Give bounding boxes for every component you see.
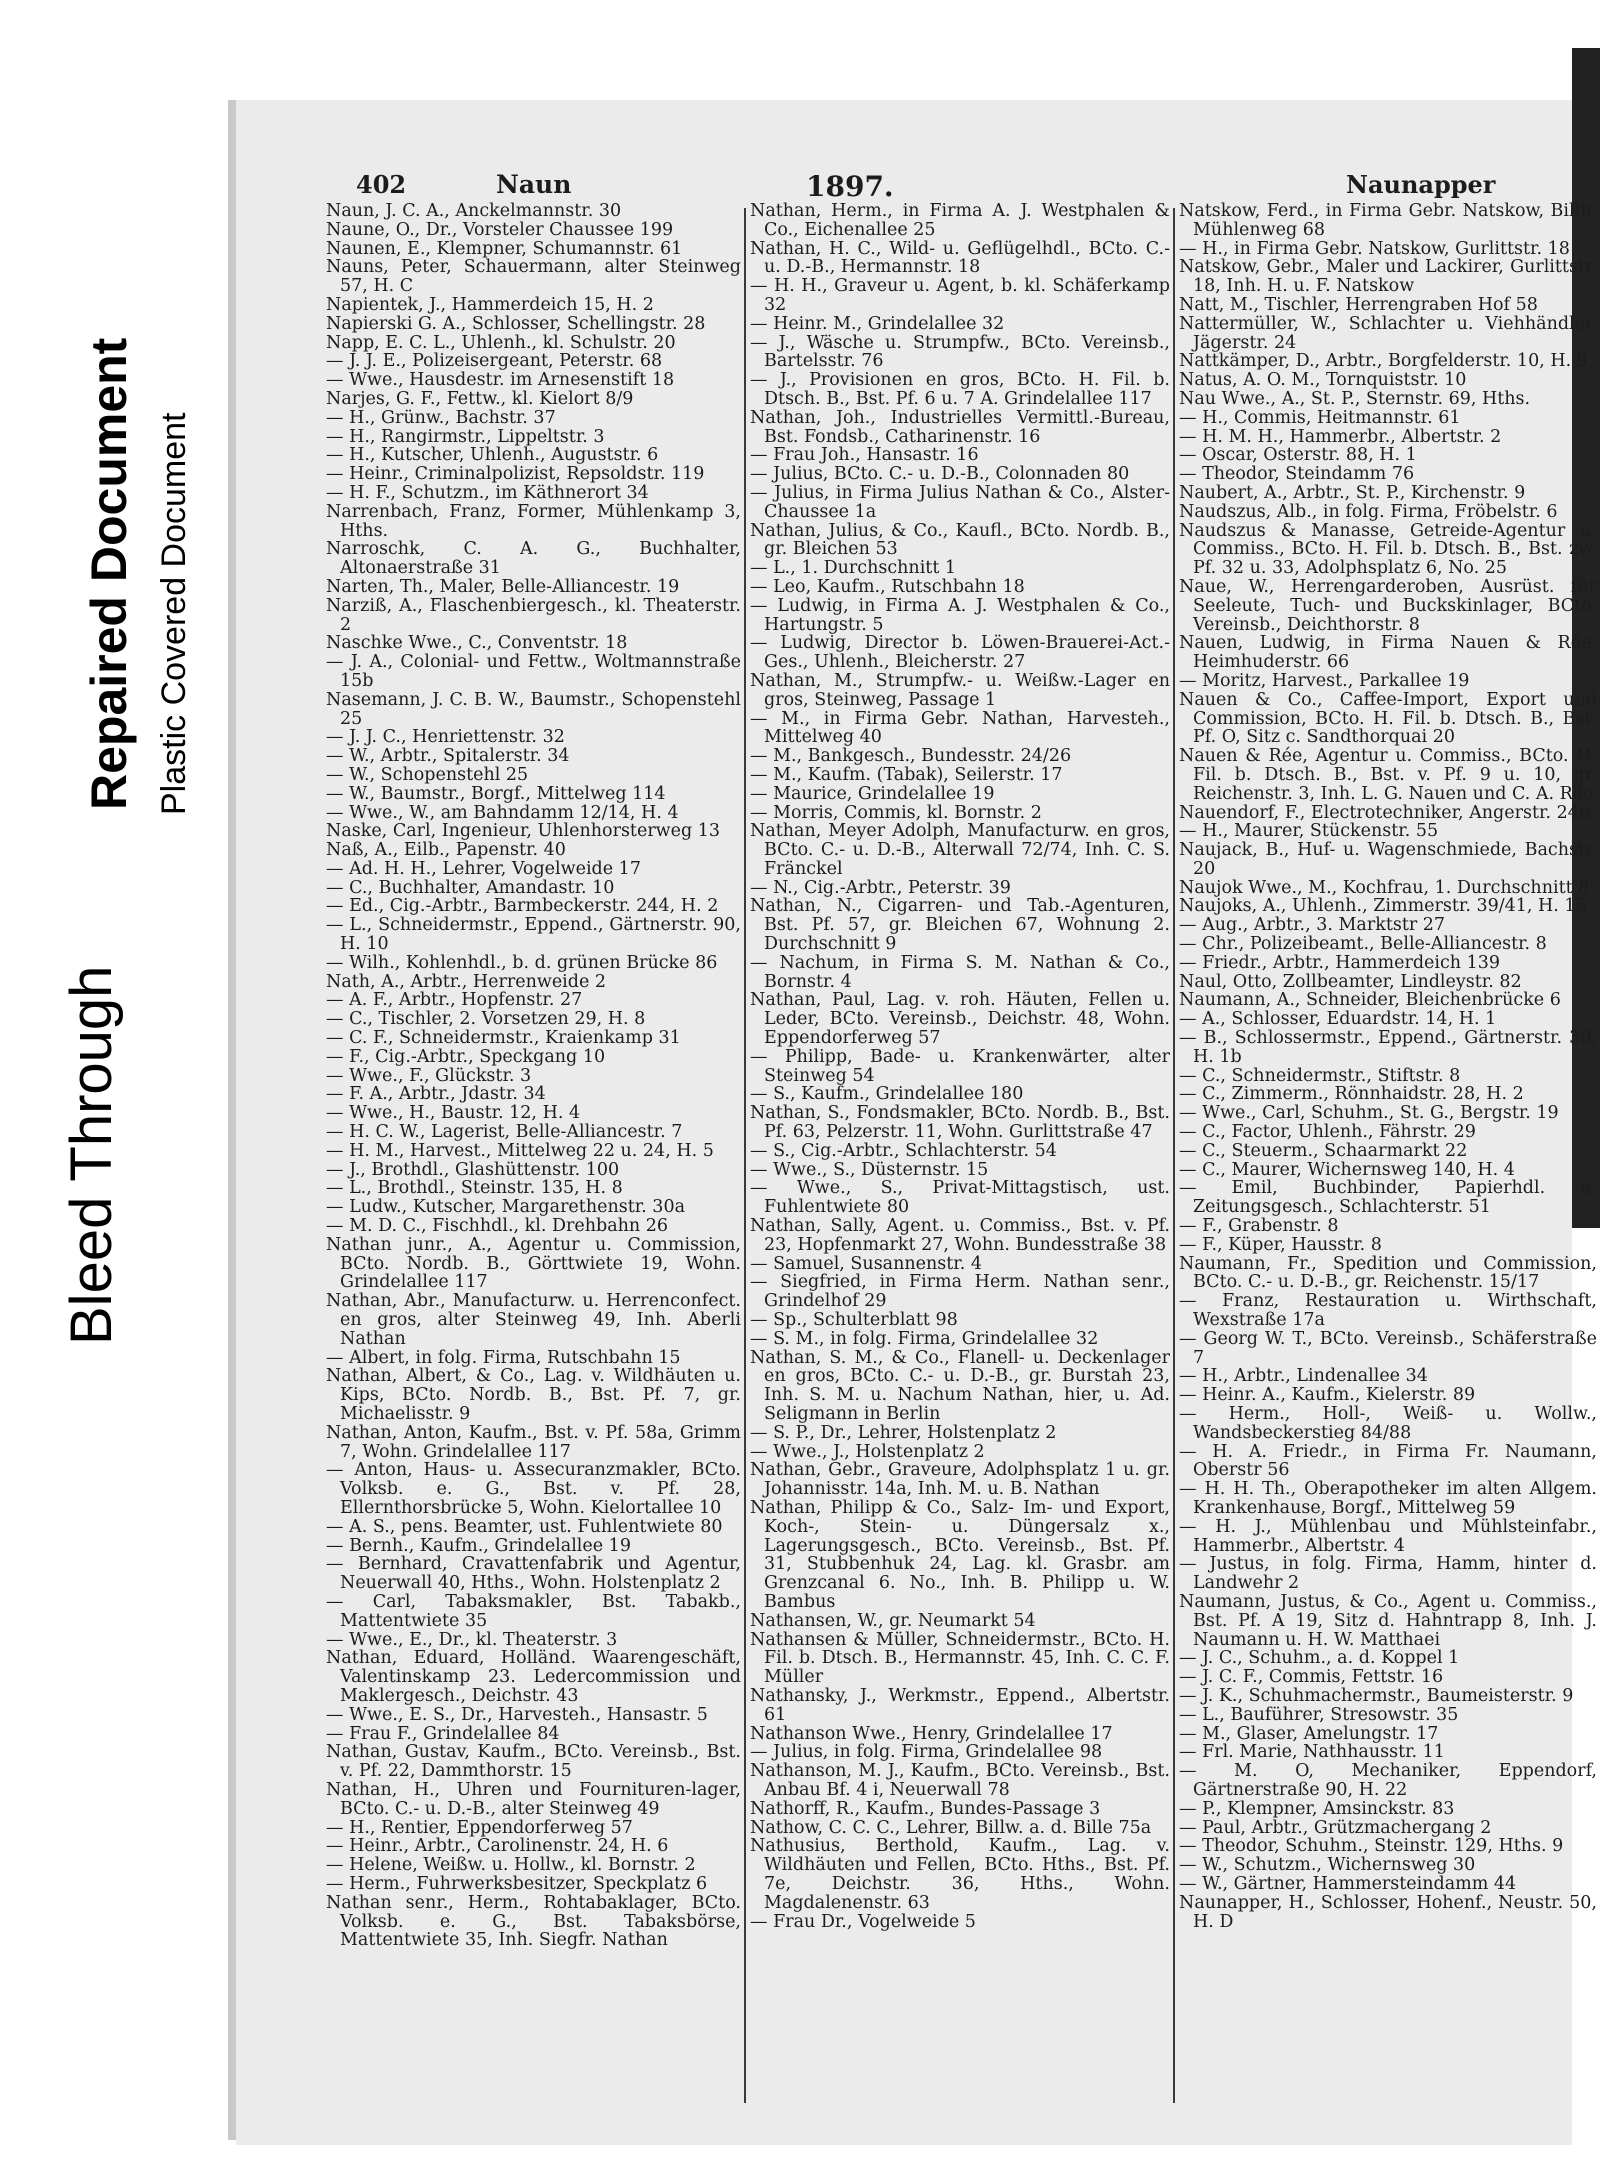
directory-entry: — Heinr., Criminalpolizist, Repsoldstr. 119 [326,464,705,485]
directory-entry: Nathan, Albert, & Co., Lag. v. Wildhäuten u. Kips, BCto. Nordb. B., Bst. Pf. 7, gr. Michaelisstr. 9 [326,1366,741,1424]
directory-entry: Nathan, Joh., Industrielles Vermittl.-Bureau, Bst. Fondsb., Catharinenstr. 16 [750,407,1170,447]
directory-entry: — J. C., Schuhm., a. d. Koppel 1 [1179,1648,1460,1669]
directory-entry: — H. F., Schutzm., im Käthnerort 34 [326,482,649,503]
directory-entry: Naumann, Justus, & Co., Agent u. Commiss., Bst. Pf. A 19, Sitz d. Hahntrapp 8, Inh. J. Naumann u. H. W. Matthaei [1179,1591,1597,1650]
directory-entry: Nathanson, M. J., Kaufm., BCto. Vereinsb., Bst. Anbau Bf. 4 i, Neuerwall 78 [750,1761,1170,1800]
directory-entry: Nathansen & Müller, Schneidermstr., BCto. H. Fil. b. Dtsch. B., Hermannstr. 45, Inh. C. C. F. Müller [750,1629,1170,1688]
directory-entry: — P., Klempner, Amsinckstr. 83 [1179,1798,1455,1819]
directory-entry: — Morris, Commis, kl. Bornstr. 2 [750,802,1042,823]
directory-entry: — S. P., Dr., Lehrer, Holstenplatz 2 [750,1422,1057,1443]
directory-entry: Nathansky, J., Werkmstr., Eppend., Albertstr. 61 [750,1685,1170,1725]
directory-entry: — Frau Dr., Vogelweide 5 [750,1911,976,1932]
directory-entry: — H. C. W., Lagerist, Belle-Alliancestr. 7 [326,1122,683,1143]
directory-entry: — Wwe., Carl, Schuhm., St. G., Bergstr. 19 [1179,1103,1559,1124]
directory-entry: — Oscar, Osterstr. 88, H. 1 [1179,445,1417,466]
directory-entry: — Emil, Buchbinder, Papierhdl. u. Zeitungsgesch., Schlachterstr. 51 [1179,1178,1597,1218]
directory-page [236,100,1597,2145]
directory-entry: Naujoks, A., Uhlenh., Zimmerstr. 39/41, H. 15 [1179,896,1587,917]
directory-entry: Natt, M., Tischler, Herrengraben Hof 58 [1179,294,1538,315]
directory-entry: — Ludw., Kutscher, Margarethenstr. 30a [326,1197,686,1218]
directory-entry: Nattkämper, D., Arbtr., Borgfelderstr. 10, H. 9 [1179,351,1588,372]
directory-entry: Nathan, M., Strumpfw.- u. Weißw.-Lager en gros, Steinweg, Passage 1 [750,670,1170,710]
directory-entry: — Frau F., Grindelallee 84 [326,1723,560,1744]
directory-entry: Nauen & Rée, Agentur u. Commiss., BCto. H. Fil. b. Dtsch. B., Bst. v. Pf. 9 u. 10, gr. Reichenstr. 3, Inh. L. G. Nauen und C. A. Rée [1179,746,1597,804]
side-labels [0,0,230,2177]
directory-entry: — Julius, in folg. Firma, Grindelallee 98 [750,1742,1103,1763]
directory-entry: — W., Baumstr., Borgf., Mittelweg 114 [326,783,666,804]
page-shadow [228,100,236,2140]
directory-entry: Nathan, Gebr., Graveure, Adolphsplatz 1 u. gr. Johannisstr. 14a, Inh. M. u. B. Nathan [750,1460,1170,1500]
directory-entry: — Wwe., Hausdestr. im Arnesenstift 18 [326,370,675,391]
directory-entry: — Herm., Fuhrwerksbesitzer, Speckplatz 6 [326,1873,708,1894]
directory-entry: — Philipp, Bade- u. Krankenwärter, alter Steinweg 54 [750,1046,1170,1086]
directory-entry: — F., Grabenstr. 8 [1179,1216,1339,1237]
directory-entry: Nathan, Julius, & Co., Kaufl., BCto. Nordb. B., gr. Bleichen 53 [750,520,1170,560]
directory-entry: — Heinr. A., Kaufm., Kielerstr. 89 [1179,1385,1476,1406]
directory-entry: — C., Maurer, Wichernsweg 140, H. 4 [1179,1159,1515,1180]
directory-entry: Naß, A., Eilb., Papenstr. 40 [326,840,566,861]
directory-entry: Nauns, Peter, Schauermann, alter Steinweg 57, H. C [326,257,741,297]
directory-entry: — Wwe., E. S., Dr., Harvesteh., Hansastr. 5 [326,1704,708,1725]
directory-entry: — H. M., Harvest., Mittelweg 22 u. 24, H. 5 [326,1140,714,1161]
directory-entry: — Julius, in Firma Julius Nathan & Co., Alster-Chaussee 1a [750,482,1170,522]
directory-entry: Natskow, Gebr., Maler und Lackirer, Gurlittstr. 18, Inh. H. u. F. Natskow [1179,257,1597,297]
directory-entry: — M., in Firma Gebr. Nathan, Harvesteh., Mittelweg 40 [750,708,1170,748]
directory-entry: Nath, A., Arbtr., Herrenweide 2 [326,971,607,992]
directory-entry: Naune, O., Dr., Vorsteler Chaussee 199 [326,219,674,240]
directory-entry: — Theodor, Steindamm 76 [1179,464,1415,485]
directory-entry: Nau Wwe., A., St. P., Sternstr. 69, Hths. [1179,388,1531,409]
directory-entry: — C., Zimmerm., Rönnhaidstr. 28, H. 2 [1179,1084,1524,1105]
directory-entry: — Georg W. T., BCto. Vereinsb., Schäferstraße 7 [1179,1328,1597,1368]
directory-entry: Nathan, N., Cigarren- und Tab.-Agenturen, Bst. Pf. 57, gr. Bleichen 67, Wohnung 2. Durchschnitt 9 [750,896,1170,955]
directory-entry: Nasemann, J. C. B. W., Baumstr., Schopenstehl 25 [326,689,741,729]
directory-entry: — Wwe., W., am Bahndamm 12/14, H. 4 [326,802,679,823]
directory-entry: Narroschk, C. A. G., Buchhalter, Altonaerstraße 31 [326,539,741,579]
directory-entry: Nathan, Meyer Adolph, Manufacturw. en gros, BCto. C.- u. D.-B., Alterwall 72/74, Inh. C. S. Fränckel [750,821,1170,879]
directory-entry: — H. H., Graveur u. Agent, b. kl. Schäferkamp 32 [750,276,1170,315]
directory-entry: Nathan, H. C., Wild- u. Geflügelhdl., BCto. C.- u. D.-B., Hermannstr. 18 [750,238,1170,278]
directory-entry: Nathow, C. C. C., Lehrer, Billw. a. d. Bille 75a [750,1817,1152,1838]
directory-entry: — Wwe., H., Baustr. 12, H. 4 [326,1103,581,1124]
column-2 [750,202,1170,2107]
directory-entry: Nathan junr., A., Agentur u. Commission, BCto. Nordb. B., Görttwiete 19, Wohn. Grindelallee 117 [326,1234,741,1293]
directory-entry: Napientek, J., Hammerdeich 15, H. 2 [326,294,654,315]
directory-entry: Narjes, G. F., Fettw., kl. Kielort 8/9 [326,388,634,409]
directory-entry: Naubert, A., Arbtr., St. P., Kirchenstr. 9 [1179,482,1526,503]
directory-entry: — F., Cig.-Arbtr., Speckgang 10 [326,1046,606,1067]
directory-entry: — H., Rangirmstr., Lippeltstr. 3 [326,426,605,447]
directory-entry: — C., Tischler, 2. Vorsetzen 29, H. 8 [326,1009,646,1030]
directory-entry: — Wwe., S., Düsternstr. 15 [750,1159,989,1180]
directory-entry: — Carl, Tabaksmakler, Bst. Tabakb., Mattentwiete 35 [326,1591,741,1631]
directory-entry: — J. A., Colonial- und Fettw., Woltmannstraße 15b [326,652,741,691]
column-rule [744,208,746,2103]
directory-entry: — A. F., Arbtr., Hopfenstr. 27 [326,990,583,1011]
directory-entry: — M., Bankgesch., Bundesstr. 24/26 [750,746,1072,767]
directory-entry: — M., Kaufm. (Tabak), Seilerstr. 17 [750,764,1063,785]
directory-entry: Nauen, Ludwig, in Firma Nauen & Rée, Heimhuderstr. 66 [1179,633,1597,673]
directory-entry: — A., Schlosser, Eduardstr. 14, H. 1 [1179,1009,1497,1030]
directory-entry: Nauen & Co., Caffee-Import, Export und Commission, BCto. H. Fil. b. Dtsch. B., Bst. Pf. O, Sitz c. Sandthorquai 20 [1179,689,1597,748]
directory-entry: — F. A., Arbtr., Jdastr. 34 [326,1084,546,1105]
directory-entry: Nathan senr., Herm., Rohtabaklager, BCto. Volksb. e. G., Bst. Tabaksbörse, Mattentwiete 35, Inh. Siegfr. Nathan [326,1892,741,1951]
directory-entry: — S. M., in folg. Firma, Grindelallee 32 [750,1328,1099,1349]
directory-entry: — C. F., Schneidermstr., Kraienkamp 31 [326,1028,681,1049]
directory-entry: Nathan, S. M., & Co., Flanell- u. Deckenlager en gros, BCto. C.- u. D.-B., gr. Burstah 23, Inh. S. M. u. Nachum Nathan, hier, u. Ad. Seligmann in Berlin [750,1347,1170,1424]
directory-entry: — J. J. C., Henriettenstr. 32 [326,727,565,748]
directory-entry: — Maurice, Grindelallee 19 [750,783,995,804]
directory-entry: Nathusius, Berthold, Kaufm., Lag. v. Wildhäuten und Fellen, BCto. Hths., Bst. Pf. 7e, Deichstr. 36, Hths., Wohn. Magdalenenstr. 63 [750,1836,1170,1913]
directory-entry: — W., Arbtr., Spitalerstr. 34 [326,746,570,767]
directory-entry: Naske, Carl, Ingenieur, Uhlenhorsterweg 13 [326,821,721,842]
directory-entry: Nathan, Abr., Manufacturw. u. Herrenconfect. en gros, alter Steinweg 49, Inh. Aberli Nathan [326,1291,741,1349]
directory-entry: — F., Küper, Hausstr. 8 [1179,1234,1382,1255]
directory-entry: Naudszus, Alb., in folg. Firma, Fröbelstr. 6 [1179,501,1558,522]
page-number: 402 [356,170,407,199]
directory-entry: — L., Brothdl., Steinstr. 135, H. 8 [326,1178,623,1199]
directory-entry: — S., Kaufm., Grindelallee 180 [750,1084,1024,1105]
page-year: 1897. [806,170,894,203]
directory-entry: Nathan, Sally, Agent. u. Commiss., Bst. v. Pf. 23, Hopfenmarkt 27, Wohn. Bundesstraße 38 [750,1216,1170,1255]
directory-entry: — W., Schutzm., Wichernsweg 30 [1179,1855,1476,1876]
directory-entry: — Helene, Weißw. u. Hollw., kl. Bornstr. 2 [326,1855,696,1876]
directory-entry: Nathan, Herm., in Firma A. J. Westphalen & Co., Eichenallee 25 [750,202,1170,240]
directory-entry: — J., Provisionen en gros, BCto. H. Fil. b. Dtsch. B., Bst. Pf. 6 u. 7 A. Grindelallee 117 [750,370,1170,409]
directory-entry: — M. O, Mechaniker, Eppendorf, Gärtnerstraße 90, H. 22 [1179,1761,1597,1800]
directory-entry: Nathanson Wwe., Henry, Grindelallee 17 [750,1723,1113,1744]
directory-entry: Nathan, H., Uhren und Fournituren-lager, BCto. C.- u. D.-B., alter Steinweg 49 [326,1779,741,1819]
directory-entry: — Julius, BCto. C.- u. D.-B., Colonnaden 80 [750,464,1130,485]
directory-entry: — J., Wäsche u. Strumpfw., BCto. Vereinsb., Bartelsstr. 76 [750,332,1170,372]
directory-entry: — Wwe., F., Glückstr. 3 [326,1065,532,1086]
directory-entry: Nathan, Paul, Lag. v. roh. Häuten, Fellen u. Leder, BCto. Vereinsb., Deichstr. 48, Wohn. Eppendorferweg 57 [750,990,1170,1049]
directory-entry: — Aug., Arbtr., 3. Marktstr 27 [1179,915,1446,936]
directory-entry: Nathan, Anton, Kaufm., Bst. v. Pf. 58a, Grimm 7, Wohn. Grindelallee 117 [326,1422,741,1462]
directory-entry: — Samuel, Susannenstr. 4 [750,1253,982,1274]
directory-entry: — Wilh., Kohlenhdl., b. d. grünen Brücke 86 [326,952,718,973]
directory-entry: — H., Grünw., Bachstr. 37 [326,407,556,428]
plastic-covered-label: Plastic Covered Document [155,412,193,815]
directory-entry: — C., Factor, Uhlenh., Fährstr. 29 [1179,1122,1476,1143]
directory-entry: — Wwe., S., Privat-Mittagstisch, ust. Fuhlentwiete 80 [750,1178,1170,1218]
directory-entry: — Theodor, Schuhm., Steinstr. 129, Hths. 9 [1179,1836,1564,1857]
directory-entry: Nathan, Eduard, Holländ. Waarengeschäft, Valentinskamp 23. Ledercommission und Maklergesch., Deichstr. 43 [326,1648,741,1706]
directory-entry: — A. S., pens. Beamter, ust. Fuhlentwiete 80 [326,1516,723,1537]
directory-entry: — Ed., Cig.-Arbtr., Barmbeckerstr. 244, H. 2 [326,896,719,917]
directory-entry: Naudszus & Manasse, Getreide-Agentur u. Commiss., BCto. H. Fil. b. Dtsch. B., Bst. zw. Pf. 32 u. 33, Adolphsplatz 6, No. 25 [1179,520,1597,579]
directory-entry: Nattermüller, W., Schlachter u. Viehhändler, Jägerstr. 24 [1179,313,1597,353]
directory-entry: — Nachum, in Firma S. M. Nathan & Co., Bornstr. 4 [750,952,1170,992]
directory-entry: — L., Schneidermstr., Eppend., Gärtnerstr. 90, H. 10 [326,915,741,955]
directory-entry: — Anton, Haus- u. Assecuranzmakler, BCto. Volksb. e. G., Bst. v. Pf. 28, Ellernthorsbrücke 5, Wohn. Kielortallee 10 [326,1460,741,1518]
directory-entry: — H. M. H., Hammerbr., Albertstr. 2 [1179,426,1502,447]
directory-entry: — Justus, in folg. Firma, Hamm, hinter d. Landwehr 2 [1179,1554,1597,1594]
directory-entry: — B., Schlossermstr., Eppend., Gärtnerstr. 30, H. 1b [1179,1028,1597,1067]
directory-entry: — N., Cig.-Arbtr., Peterstr. 39 [750,877,1011,898]
directory-entry: — Sp., Schulterblatt 98 [750,1310,958,1331]
directory-entry: — Paul, Arbtr., Grützmachergang 2 [1179,1817,1492,1838]
directory-entry: Napierski G. A., Schlosser, Schellingstr. 28 [326,313,706,334]
directory-entry: Nathan, S., Fondsmakler, BCto. Nordb. B., Bst. Pf. 63, Pelzerstr. 11, Wohn. Gurlittstraße 47 [750,1103,1170,1143]
directory-entry: Nathan, Gustav, Kaufm., BCto. Vereinsb., Bst. v. Pf. 22, Dammthorstr. 15 [326,1742,741,1782]
directory-entry: Naul, Otto, Zollbeamter, Lindleystr. 82 [1179,971,1522,992]
directory-entry: Nathansen, W., gr. Neumarkt 54 [750,1610,1036,1631]
directory-entry: Naun, J. C. A., Anckelmannstr. 30 [326,202,622,221]
bleed-through-label: Bleed Through [59,965,124,1345]
directory-entry: — L., 1. Durchschnitt 1 [750,558,957,579]
directory-entry: — Franz, Restauration u. Wirthschaft, Wexstraße 17a [1179,1291,1597,1331]
column-1 [326,202,741,2107]
directory-entry: Naue, W., Herrengarderoben, Ausrüst. für Seeleute, Tuch- und Buckskinlager, BCto. Vereinsb., Deichthorstr. 8 [1179,576,1597,635]
directory-entry: Narten, Th., Maler, Belle-Alliancestr. 19 [326,576,680,597]
column-rule [1173,208,1175,2103]
directory-entry: — H., Maurer, Stückenstr. 55 [1179,821,1439,842]
directory-entry: — Wwe., J., Holstenplatz 2 [750,1441,985,1462]
directory-entry: — Ad. H. H., Lehrer, Vogelweide 17 [326,858,641,879]
directory-entry: — Heinr., Arbtr., Carolinenstr. 24, H. 6 [326,1836,669,1857]
directory-entry: — M. D. C., Fischhdl., kl. Drehbahn 26 [326,1216,669,1237]
directory-entry: — Moritz, Harvest., Parkallee 19 [1179,670,1470,691]
directory-entry: Naujok Wwe., M., Kochfrau, 1. Durchschnitt 8 [1179,877,1590,898]
directory-entry: — C., Schneidermstr., Stiftstr. 8 [1179,1065,1461,1086]
directory-entry: — Ludwig, in Firma A. J. Westphalen & Co., Hartungstr. 5 [750,595,1170,635]
directory-entry: — J., Brothdl., Glashüttenstr. 100 [326,1159,620,1180]
directory-entry: Naunapper, H., Schlosser, Hohenf., Neustr. 50, H. D [1179,1892,1597,1932]
directory-entry: — Albert, in folg. Firma, Rutschbahn 15 [326,1347,681,1368]
directory-entry: — J. J. E., Polizeisergeant, Peterstr. 68 [326,351,663,372]
directory-entry: Naschke Wwe., C., Conventstr. 18 [326,633,628,654]
directory-entry: Narziß, A., Flaschenbiergesch., kl. Theaterstr. 2 [326,595,741,635]
directory-entry: — Frau Joh., Hansastr. 16 [750,445,979,466]
directory-entry: — W., Schopenstehl 25 [326,764,529,785]
directory-entry: Naumann, Fr., Spedition und Commission, BCto. C.- u. D.-B., gr. Reichenstr. 15/17 [1179,1253,1597,1293]
directory-entry: — H., Arbtr., Lindenallee 34 [1179,1366,1428,1387]
directory-entry: Natus, A. O. M., Tornquiststr. 10 [1179,370,1467,391]
directory-entry: — H., Commis, Heitmannstr. 61 [1179,407,1461,428]
directory-entry: — Bernhard, Cravattenfabrik und Agentur, Neuerwall 40, Hths., Wohn. Holstenplatz 2 [326,1554,741,1594]
directory-entry: — M., Glaser, Amelungstr. 17 [1179,1723,1439,1744]
directory-entry: — Friedr., Arbtr., Hammerdeich 139 [1179,952,1501,973]
directory-entry: — H., Rentier, Eppendorferweg 57 [326,1817,633,1838]
directory-entry: — L., Bauführer, Stresowstr. 35 [1179,1704,1459,1725]
directory-entry: — J. K., Schuhmachermstr., Baumeisterstr. 9 [1179,1685,1574,1706]
directory-entry: Narrenbach, Franz, Former, Mühlenkamp 3, Hths. [326,501,741,541]
directory-entry: — Wwe., E., Dr., kl. Theaterstr. 3 [326,1629,618,1650]
directory-entry: — W., Gärtner, Hammersteindamm 44 [1179,1873,1517,1894]
directory-entry: — C., Buchhalter, Amandastr. 10 [326,877,615,898]
directory-entry: — C., Steuerm., Schaarmarkt 22 [1179,1140,1468,1161]
directory-entry: — Chr., Polizeibeamt., Belle-Alliancestr. 8 [1179,934,1547,955]
directory-entry: — H. J., Mühlenbau und Mühlsteinfabr., Hammerbr., Albertstr. 4 [1179,1516,1597,1556]
directory-entry: — J. C. F., Commis, Fettstr. 16 [1179,1667,1444,1688]
directory-entry: — H., Kutscher, Uhlenh., Auguststr. 6 [326,445,659,466]
directory-entry: — Herm., Holl-, Weiß- u. Wollw., Wandsbeckerstieg 84/88 [1179,1404,1597,1443]
directory-entry: Naunen, E., Klempner, Schumannstr. 61 [326,238,683,259]
directory-entry: — Frl. Marie, Nathhausstr. 11 [1179,1742,1445,1763]
repaired-document-label: Repaired Document [81,337,137,810]
directory-entry: — S., Cig.-Arbtr., Schlachterstr. 54 [750,1140,1057,1161]
directory-entry: Naujack, B., Huf- u. Wagenschmiede, Bachstr. 20 [1179,840,1597,879]
directory-entry: — Siegfried, in Firma Herm. Nathan senr., Grindelhof 29 [750,1272,1170,1312]
directory-entry: — Ludwig, Director b. Löwen-Brauerei-Act.-Ges., Uhlenh., Bleicherstr. 27 [750,633,1170,673]
running-title-left: Naun [496,170,572,199]
directory-entry: Napp, E. C. L., Uhlenh., kl. Schulstr. 20 [326,332,676,353]
directory-entry: — H. H. Th., Oberapotheker im alten Allgem. Krankenhause, Borgf., Mittelweg 59 [1179,1479,1597,1518]
running-title-right: Naunapper [1346,170,1496,199]
column-3 [1179,202,1597,2107]
directory-entry: — H., in Firma Gebr. Natskow, Gurlittstr. 18 [1179,238,1570,259]
directory-entry: Natskow, Ferd., in Firma Gebr. Natskow, Billh. Mühlenweg 68 [1179,202,1597,240]
directory-entry: — Leo, Kaufm., Rutschbahn 18 [750,576,1025,597]
directory-entry: Nauendorf, F., Electrotechniker, Angerstr. 24b [1179,802,1591,823]
directory-entry: Nathan, Philipp & Co., Salz- Im- und Export, Koch-, Stein- u. Düngersalz x., Lagerungsgesch., BCto. Vereinsb., Bst. Pf. 31, Stubbenhuk 24, Lag. kl. Grasbr. am Grenzcanal 6. No., Inh. B. Philipp u. W. Bambus [750,1497,1170,1612]
directory-entry: — H. A. Friedr., in Firma Fr. Naumann, Oberstr 56 [1179,1441,1597,1481]
directory-entry: — Heinr. M., Grindelallee 32 [750,313,1005,334]
directory-entry: — Bernh., Kaufm., Grindelallee 19 [326,1535,631,1556]
directory-entry: Naumann, A., Schneider, Bleichenbrücke 6 [1179,990,1561,1011]
directory-entry: Nathorff, R., Kaufm., Bundes-Passage 3 [750,1798,1101,1819]
